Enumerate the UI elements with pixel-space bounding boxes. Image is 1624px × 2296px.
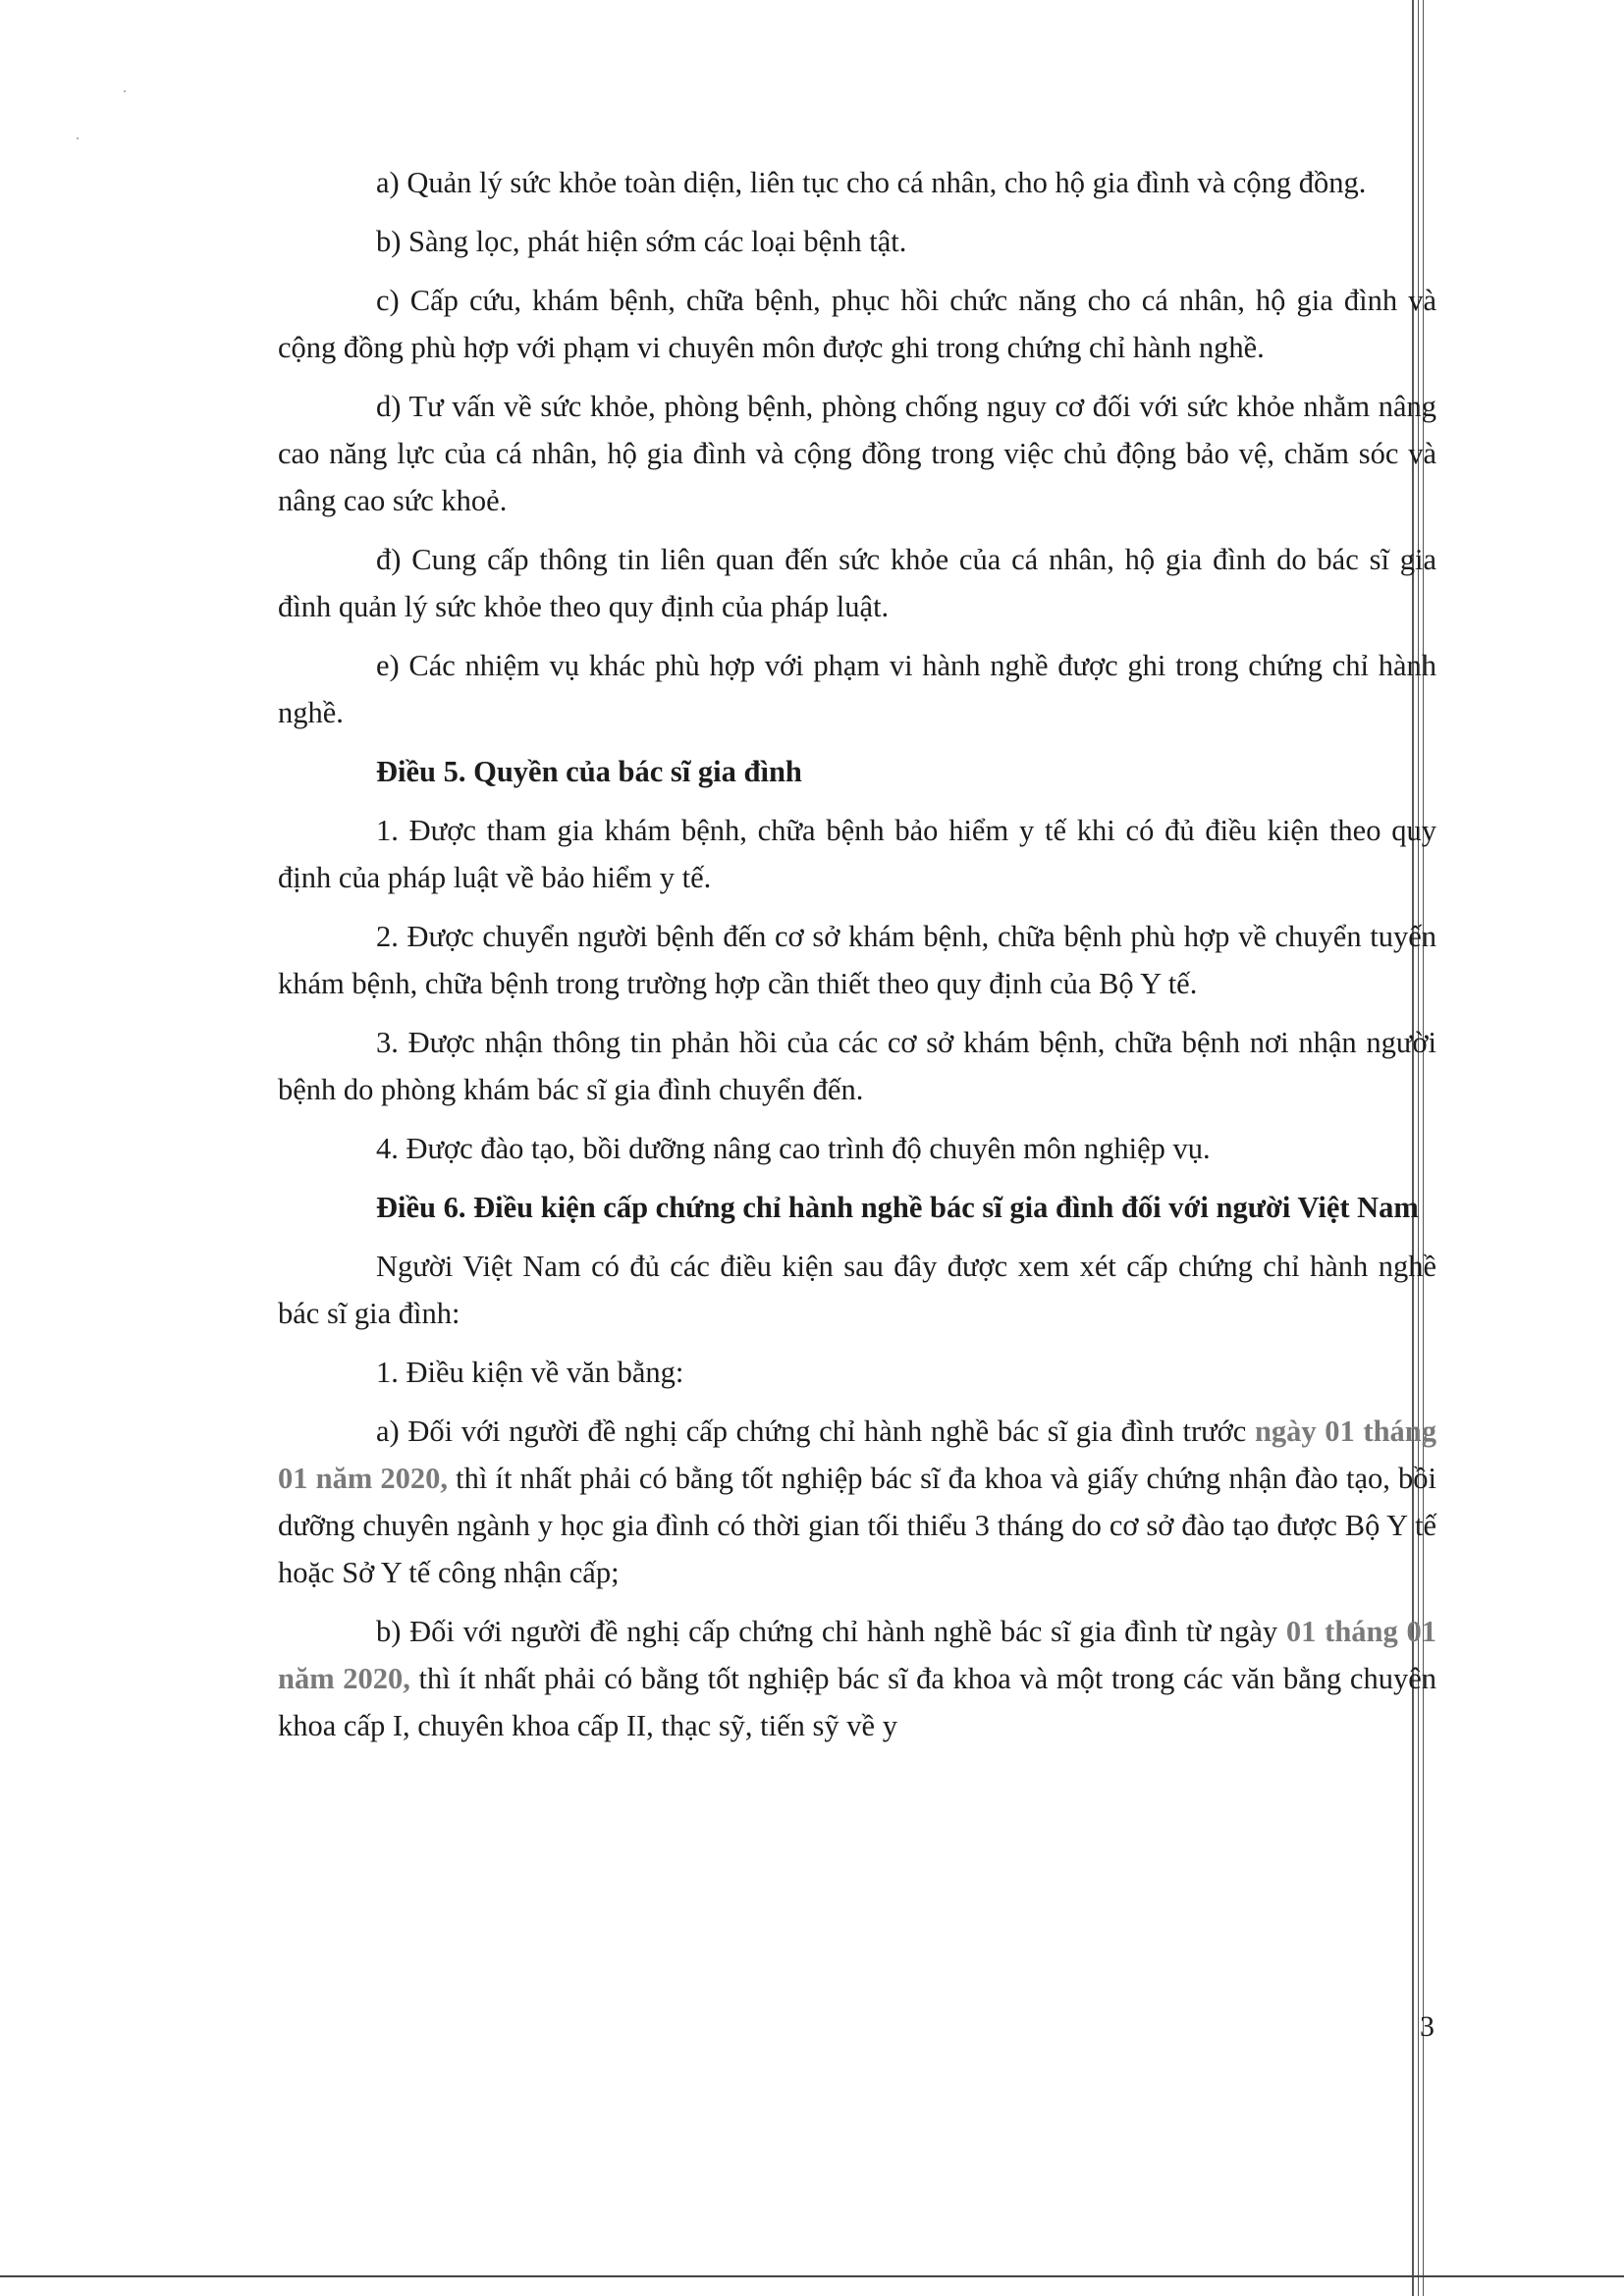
paragraph: b) Sàng lọc, phát hiện sớm các loại bệnh tật. — [376, 225, 907, 258]
highlighted-date: 01 tháng 01 năm 2020, — [278, 1615, 1436, 1695]
paragraph: đ) Cung cấp thông tin liên quan đến sức khỏe của cá nhân, hộ gia đình do bác sĩ gia đình quản lý sức khỏe theo quy định của pháp luật. — [278, 543, 1436, 623]
paragraph — [278, 1608, 1436, 1749]
highlighted-date: ngày 01 tháng 01 năm 2020, — [278, 1415, 1437, 1495]
paragraph — [278, 1408, 1436, 1596]
scan-bottom-line — [0, 2275, 1624, 2277]
paragraph: e) Các nhiệm vụ khác phù hợp với phạm vi hành nghề được ghi trong chứng chỉ hành nghề. — [278, 649, 1436, 729]
scan-speck — [124, 90, 126, 92]
document-body — [278, 159, 1436, 1761]
article-heading: Điều 6. Điều kiện cấp chứng chỉ hành nghề bác sĩ gia đình đối với người Việt Nam — [376, 1191, 1419, 1224]
page-number: 3 — [1420, 2010, 1435, 2043]
paragraph: 1. Được tham gia khám bệnh, chữa bệnh bảo hiểm y tế khi có đủ điều kiện theo quy định của pháp luật về bảo hiểm y tế. — [278, 814, 1436, 894]
paragraph: c) Cấp cứu, khám bệnh, chữa bệnh, phục hồi chức năng cho cá nhân, hộ gia đình và cộng đồng phù hợp với phạm vi chuyên môn được ghi trong chứng chỉ hành nghề. — [278, 284, 1436, 364]
paragraph: 2. Được chuyển người bệnh đến cơ sở khám bệnh, chữa bệnh phù hợp về chuyển tuyến khám bệnh, chữa bệnh trong trường hợp cần thiết theo quy định của Bộ Y tế. — [278, 920, 1436, 1000]
paragraph-text: thì ít nhất phải có bằng tốt nghiệp bác sĩ đa khoa và một trong các văn bằng chuyên khoa cấp I, chuyên khoa cấp II, thạc sỹ, tiến sỹ về y — [278, 1662, 1436, 1742]
paragraph: 1. Điều kiện về văn bằng: — [376, 1356, 684, 1389]
scan-speck — [77, 137, 79, 139]
paragraph: 4. Được đào tạo, bồi dưỡng nâng cao trình độ chuyên môn nghiệp vụ. — [376, 1132, 1211, 1165]
paragraph-text: b) Đối với người đề nghị cấp chứng chỉ hành nghề bác sĩ gia đình từ ngày — [376, 1615, 1286, 1648]
article-heading: Điều 5. Quyền của bác sĩ gia đình — [376, 755, 802, 788]
paragraph: a) Quản lý sức khỏe toàn diện, liên tục cho cá nhân, cho hộ gia đình và cộng đồng. — [376, 166, 1367, 199]
paragraph-text: thì ít nhất phải có bằng tốt nghiệp bác sĩ đa khoa và giấy chứng nhận đào tạo, bồi dưỡng chuyên ngành y học gia đình có thời gian tối thiểu 3 tháng do cơ sở đào tạo được Bộ Y tế hoặc Sở Y tế công nhận cấp; — [278, 1462, 1436, 1589]
paragraph: Người Việt Nam có đủ các điều kiện sau đây được xem xét cấp chứng chỉ hành nghề bác sĩ gia đình: — [278, 1250, 1436, 1330]
paragraph-text: a) Đối với người đề nghị cấp chứng chỉ hành nghề bác sĩ gia đình trước — [376, 1415, 1255, 1448]
paragraph: d) Tư vấn về sức khỏe, phòng bệnh, phòng chống nguy cơ đối với sức khỏe nhằm nâng cao năng lực của cá nhân, hộ gia đình và cộng đồng trong việc chủ động bảo vệ, chăm sóc và nâng cao sức khoẻ. — [278, 390, 1436, 517]
paragraph: 3. Được nhận thông tin phản hồi của các cơ sở khám bệnh, chữa bệnh nơi nhận người bệnh do phòng khám bác sĩ gia đình chuyển đến. — [278, 1026, 1436, 1106]
